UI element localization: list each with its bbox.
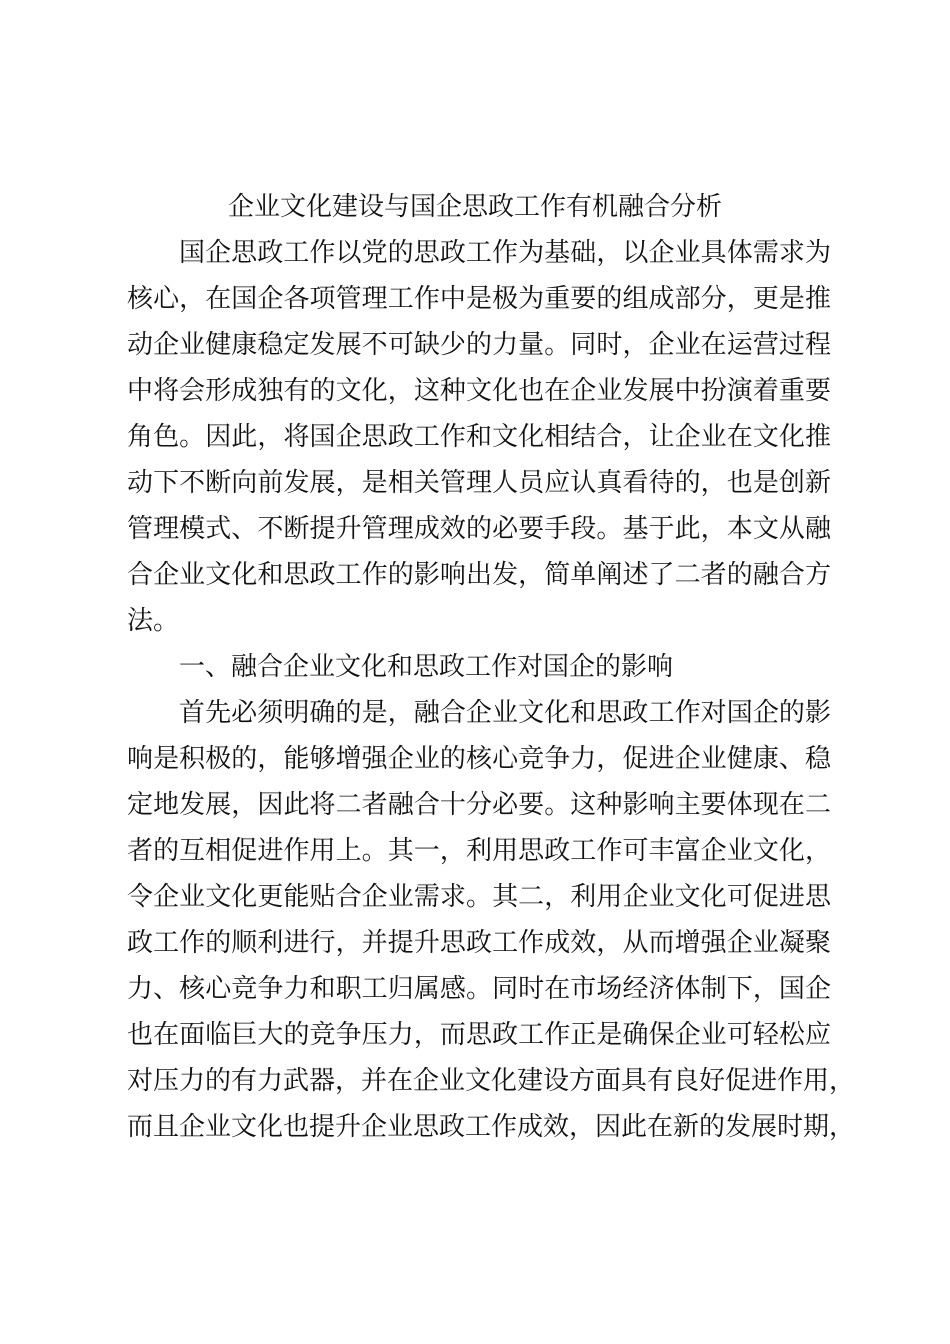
paragraph-line: 动企业健康稳定发展不可缺少的力量。同时，企业在运营过程 xyxy=(127,330,831,360)
paragraph-line: 定地发展，因此将二者融合十分必要。这种影响主要体现在二 xyxy=(127,790,831,820)
paragraph-line: 也在面临巨大的竞争压力，而思政工作正是确保企业可轻松应 xyxy=(127,1020,831,1050)
paragraph-line: 法。 xyxy=(127,606,180,636)
paragraph-line: 管理模式、不断提升管理成效的必要手段。基于此，本文从融 xyxy=(127,514,831,544)
paragraph-line: 者的互相促进作用上。其一，利用思政工作可丰富企业文化， xyxy=(127,836,831,866)
paragraph-line: 国企思政工作以党的思政工作为基础，以企业具体需求为 xyxy=(179,238,831,268)
paragraph-line: 对压力的有力武器，并在企业文化建设方面具有良好促进作用， xyxy=(127,1066,856,1096)
paragraph-line: 中将会形成独有的文化，这种文化也在企业发展中扮演着重要 xyxy=(127,376,831,406)
document-body xyxy=(127,230,856,1150)
paragraph-line: 合企业文化和思政工作的影响出发，简单阐述了二者的融合方 xyxy=(127,560,831,590)
paragraph-line: 政工作的顺利进行，并提升思政工作成效，从而增强企业凝聚 xyxy=(127,928,831,958)
paragraph-line: 角色。因此，将国企思政工作和文化相结合，让企业在文化推 xyxy=(127,422,831,452)
paragraph-line: 响是积极的，能够增强企业的核心竞争力，促进企业健康、稳 xyxy=(127,744,831,774)
section-heading: 一、融合企业文化和思政工作对国企的影响 xyxy=(179,652,674,682)
paragraph-line: 令企业文化更能贴合企业需求。其二，利用企业文化可促进思 xyxy=(127,882,831,912)
paragraph-line: 动下不断向前发展，是相关管理人员应认真看待的，也是创新 xyxy=(127,468,831,498)
paragraph-line: 而且企业文化也提升企业思政工作成效，因此在新的发展时期， xyxy=(127,1112,856,1142)
paragraph-line: 核心，在国企各项管理工作中是极为重要的组成部分，更是推 xyxy=(127,284,831,314)
paragraph-line: 首先必须明确的是，融合企业文化和思政工作对国企的影 xyxy=(179,698,831,728)
document-title: 企业文化建设与国企思政工作有机融合分析 xyxy=(227,192,722,222)
paragraph-line: 力、核心竞争力和职工归属感。同时在市场经济体制下，国企 xyxy=(127,974,831,1004)
